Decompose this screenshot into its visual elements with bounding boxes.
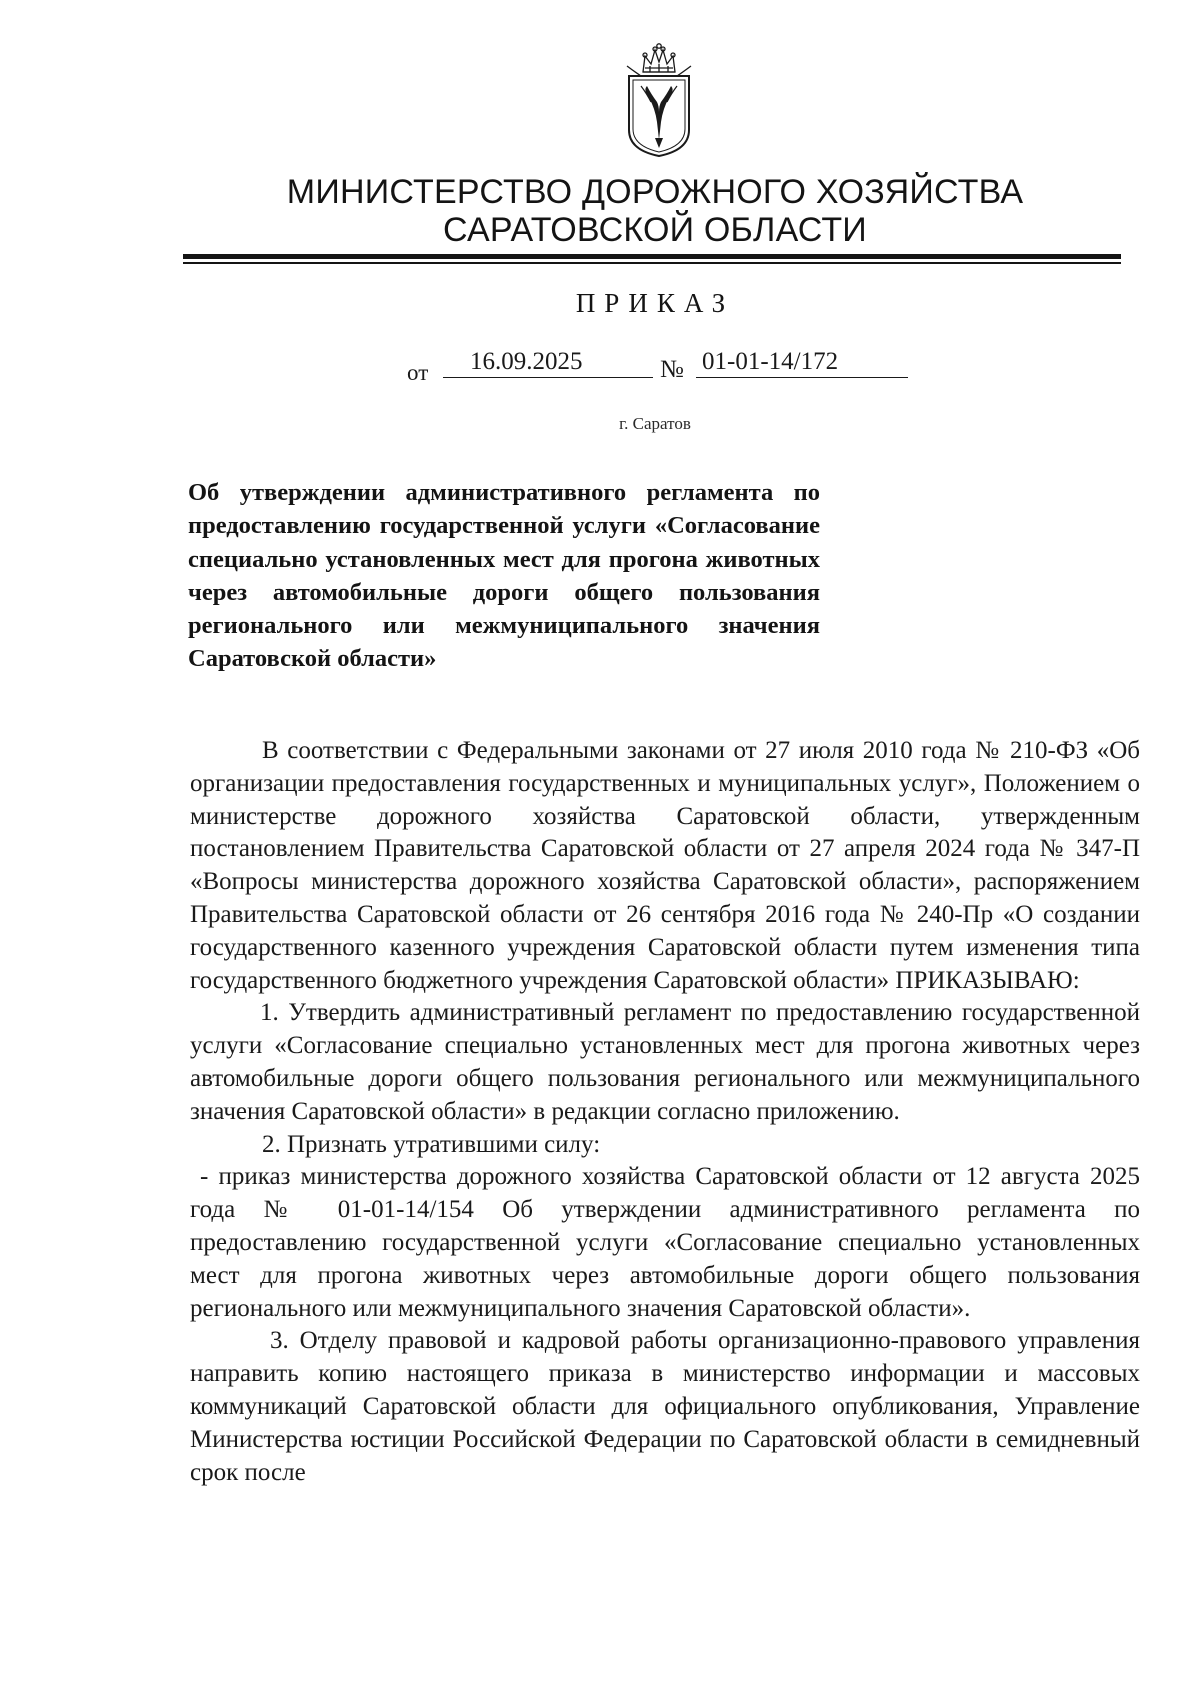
ministry-name-line2: САРАТОВСКОЙ ОБЛАСТИ xyxy=(443,211,867,249)
document-number: 01-01-14/172 xyxy=(702,348,839,375)
item-2-paragraph: 2. Признать утратившими силу: xyxy=(262,1130,601,1158)
number-underline xyxy=(696,377,908,378)
item-1-paragraph: 1. Утвердить административный регламент по предоставлению государственной услуги «Согласование специально установленных мест для прогона животных через автомобильные дороги общего пользования регионального или межмуниципального значения Саратовской области» в редакции согласно приложению. xyxy=(190,999,1140,1125)
coat-of-arms-emblem xyxy=(623,42,695,160)
document-type-title: ПРИКАЗ xyxy=(575,288,735,318)
date-label: от xyxy=(407,360,429,385)
number-label: № xyxy=(660,356,684,383)
item-3-paragraph: 3. Отделу правовой и кадровой работы организационно-правового управления направить копию настоящего приказа в министерство информации и массовых коммуникаций Саратовской области для официального опубликования, Управление Министерства юстиции Российской Федерации по Саратовской области в семидневный срок после xyxy=(190,1327,1140,1486)
order-subject: Об утверждении административного регламента по предоставлению государственной услуги «Согласование специально установленных мест для прогона животных через автомобильные дороги общего пользования регионального или межмуниципального значения Саратовской области» xyxy=(188,479,820,673)
document-date: 16.09.2025 xyxy=(470,348,583,375)
order-body xyxy=(190,735,1140,1489)
date-underline xyxy=(443,377,653,378)
item-2-subparagraph: - приказ министерства дорожного хозяйства Саратовской области от 12 августа 2025 года № 01-01-14/154 Об утверждении административного регламента по предоставлению государственной услуги «Согласование специально установленных мест для прогона животных через автомобильные дороги общего пользования регионального или межмуниципального значения Саратовской области». xyxy=(190,1163,1140,1322)
header-divider-thin xyxy=(183,262,1121,264)
city-label: г. Саратов xyxy=(619,414,691,433)
preamble-paragraph: В соответствии с Федеральными законами от 27 июля 2010 года № 210-ФЗ «Об организации предоставления государственных и муниципальных услуг», Положением о министерстве дорожного хозяйства Саратовской области, утвержденным постановлением Правительства Саратовской области от 27 апреля 2024 года № 347-П «Вопросы министерства дорожного хозяйства Саратовской области», распоряжением Правительства Саратовской области от 26 сентября 2016 года № 240-Пр «О создании государственного казенного учреждения Саратовской области путем изменения типа государственного бюджетного учреждения Саратовской области» ПРИКАЗЫВАЮ: xyxy=(190,737,1140,994)
header-divider-thick xyxy=(183,254,1121,259)
ministry-name-line1: МИНИСТЕРСТВО ДОРОЖНОГО ХОЗЯЙСТВА xyxy=(286,173,1024,211)
